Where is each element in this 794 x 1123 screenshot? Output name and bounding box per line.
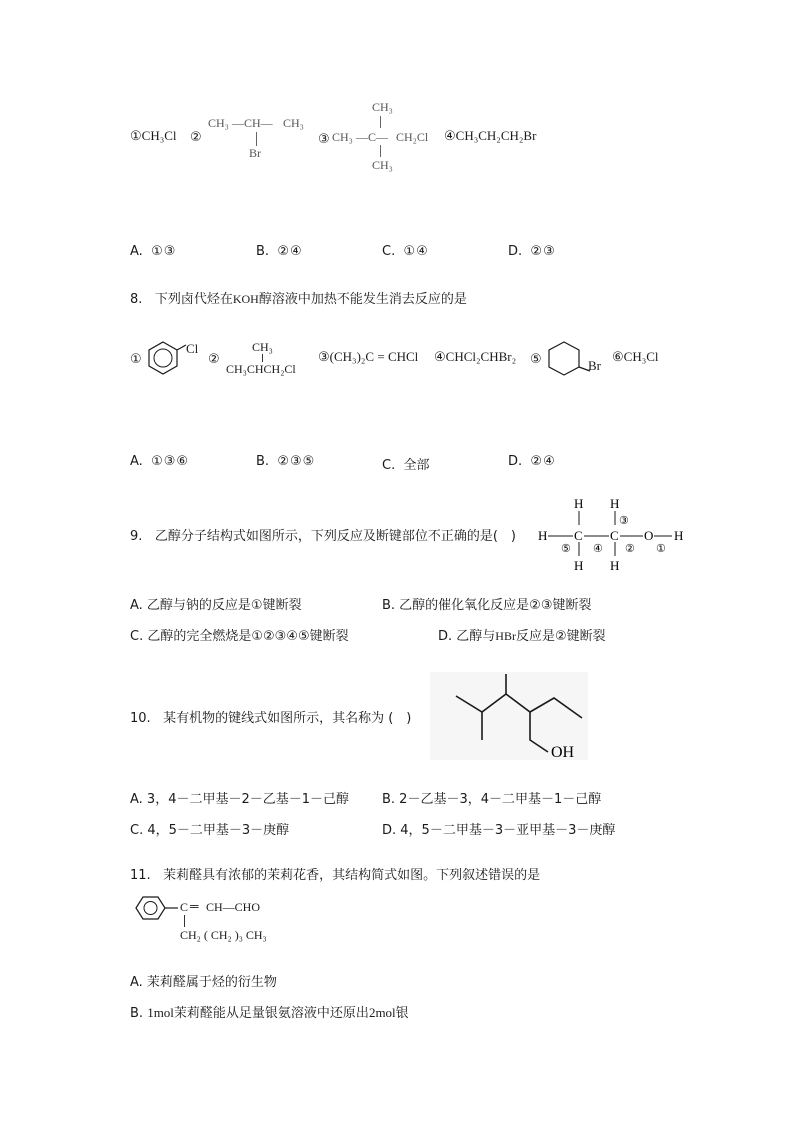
benzene-ring-icon [146, 340, 190, 380]
q11-s-c: C [180, 900, 189, 914]
q7-s3-bond-top [380, 116, 381, 128]
h-bottom-1: H [574, 558, 584, 573]
skeletal-formula-diagram [430, 672, 588, 760]
q7-s3-ch3-top: CH₃ [372, 100, 393, 114]
q7-option-a[interactable]: A. ①③ [130, 244, 177, 259]
h-top-2: H [610, 496, 620, 511]
ethanol-structure-diagram [538, 494, 690, 574]
q10-option-c[interactable]: C. 4，5－二甲基－3－庚醇 [130, 823, 290, 838]
q7-s3-ch3-bottom: CH₃ [372, 158, 393, 172]
q7-s3-ch3-left: CH₃ [332, 130, 353, 144]
q8-option-a[interactable]: A. ①③⑥ [130, 454, 190, 469]
q8-s1-cl: Cl [186, 341, 199, 356]
q9-option-b[interactable]: B. 乙醇的催化氧化反应是②③键断裂 [382, 598, 592, 613]
q10-number: 10. [130, 711, 151, 726]
q11-text: 茉莉醛具有浓郁的茉莉花香，其结构简式如图。下列叙述错误的是 [163, 868, 541, 883]
q11-s-double-bond: ═ [190, 899, 199, 913]
q8-text-pre: 下列卤代烃在 [154, 292, 233, 307]
q11-stem [130, 864, 540, 883]
q11-s-bond [184, 915, 185, 927]
q7-s3-bond-bottom [380, 145, 381, 157]
h-top-1: H [574, 496, 584, 511]
q8-stem [130, 288, 467, 307]
q7-s2-ch3-left: CH₃ [208, 116, 229, 130]
q7-structure-4: ④CH₃CH₂CH₂Br [444, 128, 537, 143]
q7-structure-2-number: ② [190, 130, 202, 145]
q11-s-chain: CH₂ ( CH₂ )₃ CH₃ [180, 928, 267, 942]
q11-option-a[interactable]: A. 茉莉醛属于烃的衍生物 [130, 975, 277, 990]
q7-s2-bond [256, 132, 257, 146]
q9-text: 乙醇分子结构式如图所示，下列反应及断键部位不正确的是( ) [154, 529, 516, 544]
q7-option-d[interactable]: D. ②③ [508, 244, 556, 259]
q11-option-b[interactable]: B. 1mol茉莉醛能从足量银氨溶液中还原出2mol银 [130, 1005, 409, 1021]
q8-koh: KOH [232, 292, 259, 306]
q10-option-a[interactable]: A. 3，4－二甲基－2－乙基－1－己醇 [130, 792, 350, 807]
q10-option-d[interactable]: D. 4，5－二甲基－3－亚甲基－3－庚醇 [382, 823, 616, 838]
q8-s5-number: ⑤ [530, 352, 542, 367]
q9-option-d[interactable]: D. 乙醇与HBr反应是②键断裂 [438, 629, 606, 644]
q8-s2-main: CH₃CHCH₂Cl [226, 362, 296, 376]
bond-3-label: ③ [619, 515, 629, 527]
bond-5-label: ⑤ [561, 543, 571, 555]
q10-text: 某有机物的键线式如图所示，其名称为 ( ) [163, 711, 412, 726]
q11-number: 11. [130, 868, 151, 883]
q8-s2-ch3: CH₃ [252, 340, 273, 354]
q7-s2-ch3-right: CH₃ [283, 116, 304, 130]
q8-option-d[interactable]: D. ②④ [508, 454, 556, 469]
bond-4-label: ④ [593, 543, 603, 555]
q7-s2-br: Br [249, 146, 261, 160]
q8-s5-br: Br [588, 358, 601, 373]
q9-option-c[interactable]: C. 乙醇的完全燃烧是①②③④⑤键断裂 [130, 629, 349, 644]
q7-structure-3-number: ③ [318, 132, 330, 147]
q7-option-c[interactable]: C. ①④ [382, 244, 429, 259]
q7-s2-ch: —CH— [232, 116, 273, 130]
h-left: H [538, 528, 548, 543]
q9-number: 9. [130, 529, 143, 544]
q9-stem [130, 525, 516, 544]
q7-s3-c: —C— [356, 130, 389, 144]
hydroxyl-label: OH [551, 744, 575, 760]
q8-text-post: 醇溶液中加热不能发生消去反应的是 [258, 292, 467, 307]
bond-1-label: ① [656, 543, 666, 555]
carbon-2: C [610, 528, 619, 543]
q9-option-a[interactable]: A. 乙醇与钠的反应是①键断裂 [130, 598, 302, 613]
q11-s-rest: CH—CHO [206, 900, 261, 914]
carbon-1: C [574, 528, 583, 543]
q8-number: 8. [130, 292, 143, 307]
q10-option-b[interactable]: B. 2－乙基－3，4－二甲基－1－己醇 [382, 792, 602, 807]
q8-s2-bond [262, 354, 263, 362]
q7-s3-ch2cl: CH₂Cl [396, 130, 429, 144]
h-bottom-2: H [610, 558, 620, 573]
q7-option-b[interactable]: B. ②④ [256, 244, 303, 259]
q7-structure-1: ①CH₃Cl [130, 128, 177, 143]
h-right: H [674, 528, 684, 543]
q8-s2-number: ② [208, 352, 220, 367]
q8-option-c[interactable]: C. 全部 [382, 458, 430, 473]
benzene-ring-icon [130, 894, 180, 924]
q8-s4: ④CHCl₂CHBr₂ [434, 349, 517, 364]
q8-s6: ⑥CH₃Cl [612, 349, 659, 364]
q8-option-b[interactable]: B. ②③⑤ [256, 454, 316, 469]
q8-s3: ③(CH₃)₂C = CHCl [318, 349, 419, 364]
bond-2-label: ② [625, 543, 635, 555]
oxygen: O [644, 528, 654, 543]
q10-stem [130, 707, 411, 726]
q8-s1-number: ① [130, 352, 142, 367]
